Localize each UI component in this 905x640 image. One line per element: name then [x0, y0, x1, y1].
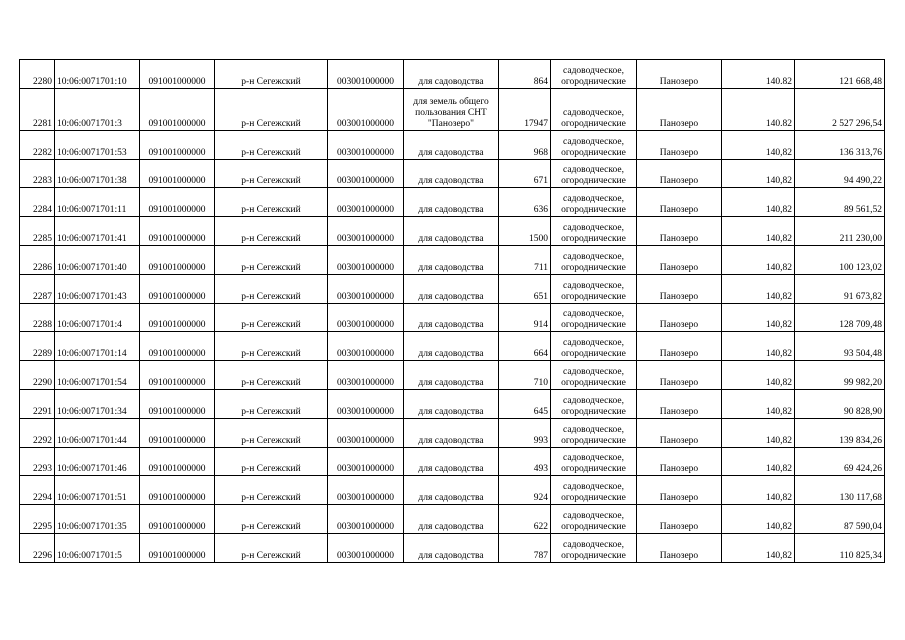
okato-code-cell: 091001000000 — [140, 303, 215, 332]
cadastral-value-cell: 89 561,52 — [795, 188, 885, 217]
rate-cell: 140,82 — [722, 476, 795, 505]
cadastral-value-cell: 211 230,00 — [795, 217, 885, 246]
cadastral-value-cell: 90 828,90 — [795, 389, 885, 418]
permitted-use-cell: для садоводства — [404, 389, 499, 418]
area-cell: 17947 — [499, 88, 551, 130]
table-row — [20, 130, 885, 159]
cadastral-number-cell: 10:06:0071701:46 — [55, 447, 140, 476]
area-cell: 622 — [499, 505, 551, 534]
rate-cell: 140,82 — [722, 303, 795, 332]
rate-cell: 140.82 — [722, 88, 795, 130]
district-cell: р-н Сегежский — [215, 60, 328, 89]
locality-cell: Панозеро — [637, 217, 722, 246]
cadastral-value-cell: 69 424,26 — [795, 447, 885, 476]
okato-code-cell: 091001000000 — [140, 245, 215, 274]
permitted-use-cell: для садоводства — [404, 533, 499, 562]
cadastral-number-cell: 10:06:0071701:43 — [55, 274, 140, 303]
locality-cell: Панозеро — [637, 303, 722, 332]
table-row — [20, 332, 885, 361]
row-number-cell: 2292 — [20, 418, 55, 447]
locality-cell: Панозеро — [637, 505, 722, 534]
permitted-use-cell: для садоводства — [404, 303, 499, 332]
permitted-use-cell: для садоводства — [404, 245, 499, 274]
locality-cell: Панозеро — [637, 274, 722, 303]
table-body — [20, 60, 885, 563]
district-cell: р-н Сегежский — [215, 476, 328, 505]
district-cell: р-н Сегежский — [215, 130, 328, 159]
cadastral-value-cell: 2 527 296,54 — [795, 88, 885, 130]
row-number-cell: 2285 — [20, 217, 55, 246]
oktmo-code-cell: 003001000000 — [328, 60, 404, 89]
row-number-cell: 2294 — [20, 476, 55, 505]
table-row — [20, 361, 885, 390]
district-cell: р-н Сегежский — [215, 447, 328, 476]
oktmo-code-cell: 003001000000 — [328, 88, 404, 130]
category-cell: садоводческое, огороднические — [551, 389, 637, 418]
area-cell: 493 — [499, 447, 551, 476]
okato-code-cell: 091001000000 — [140, 505, 215, 534]
table-row — [20, 447, 885, 476]
table-row — [20, 60, 885, 89]
okato-code-cell: 091001000000 — [140, 332, 215, 361]
locality-cell: Панозеро — [637, 60, 722, 89]
okato-code-cell: 091001000000 — [140, 217, 215, 246]
oktmo-code-cell: 003001000000 — [328, 159, 404, 188]
area-cell: 645 — [499, 389, 551, 418]
category-cell: садоводческое, огороднические — [551, 88, 637, 130]
oktmo-code-cell: 003001000000 — [328, 476, 404, 505]
cadastral-value-cell: 87 590,04 — [795, 505, 885, 534]
cadastral-value-cell: 139 834,26 — [795, 418, 885, 447]
okato-code-cell: 091001000000 — [140, 361, 215, 390]
permitted-use-cell: для садоводства — [404, 188, 499, 217]
locality-cell: Панозеро — [637, 332, 722, 361]
row-number-cell: 2289 — [20, 332, 55, 361]
row-number-cell: 2281 — [20, 88, 55, 130]
rate-cell: 140,82 — [722, 159, 795, 188]
cadastral-value-cell: 93 504,48 — [795, 332, 885, 361]
table-row — [20, 188, 885, 217]
rate-cell: 140,82 — [722, 245, 795, 274]
permitted-use-cell: для садоводства — [404, 418, 499, 447]
table-row — [20, 217, 885, 246]
district-cell: р-н Сегежский — [215, 332, 328, 361]
row-number-cell: 2282 — [20, 130, 55, 159]
rate-cell: 140,82 — [722, 217, 795, 246]
okato-code-cell: 091001000000 — [140, 130, 215, 159]
cadastral-value-cell: 91 673,82 — [795, 274, 885, 303]
table-row — [20, 274, 885, 303]
permitted-use-cell: для садоводства — [404, 217, 499, 246]
area-cell: 710 — [499, 361, 551, 390]
row-number-cell: 2286 — [20, 245, 55, 274]
district-cell: р-н Сегежский — [215, 159, 328, 188]
category-cell: садоводческое, огороднические — [551, 274, 637, 303]
category-cell: садоводческое, огороднические — [551, 245, 637, 274]
locality-cell: Панозеро — [637, 130, 722, 159]
district-cell: р-н Сегежский — [215, 418, 328, 447]
category-cell: садоводческое, огороднические — [551, 361, 637, 390]
table-row — [20, 88, 885, 130]
cadastral-number-cell: 10:06:0071701:44 — [55, 418, 140, 447]
locality-cell: Панозеро — [637, 159, 722, 188]
area-cell: 914 — [499, 303, 551, 332]
row-number-cell: 2284 — [20, 188, 55, 217]
cadastral-value-cell: 110 825,34 — [795, 533, 885, 562]
okato-code-cell: 091001000000 — [140, 274, 215, 303]
rate-cell: 140.82 — [722, 60, 795, 89]
cadastral-value-cell: 128 709,48 — [795, 303, 885, 332]
cadastral-number-cell: 10:06:0071701:10 — [55, 60, 140, 89]
district-cell: р-н Сегежский — [215, 274, 328, 303]
area-cell: 968 — [499, 130, 551, 159]
okato-code-cell: 091001000000 — [140, 533, 215, 562]
oktmo-code-cell: 003001000000 — [328, 389, 404, 418]
rate-cell: 140,82 — [722, 447, 795, 476]
rate-cell: 140,82 — [722, 361, 795, 390]
rate-cell: 140,82 — [722, 505, 795, 534]
cadastral-number-cell: 10:06:0071701:51 — [55, 476, 140, 505]
oktmo-code-cell: 003001000000 — [328, 274, 404, 303]
district-cell: р-н Сегежский — [215, 505, 328, 534]
cadastral-number-cell: 10:06:0071701:54 — [55, 361, 140, 390]
locality-cell: Панозеро — [637, 476, 722, 505]
locality-cell: Панозеро — [637, 389, 722, 418]
land-cadastral-table — [19, 59, 885, 563]
row-number-cell: 2291 — [20, 389, 55, 418]
locality-cell: Панозеро — [637, 447, 722, 476]
rate-cell: 140,82 — [722, 188, 795, 217]
cadastral-number-cell: 10:06:0071701:35 — [55, 505, 140, 534]
table-row — [20, 159, 885, 188]
permitted-use-cell: для садоводства — [404, 130, 499, 159]
category-cell: садоводческое, огороднические — [551, 303, 637, 332]
cadastral-number-cell: 10:06:0071701:5 — [55, 533, 140, 562]
permitted-use-cell: для садоводства — [404, 274, 499, 303]
category-cell: садоводческое, огороднические — [551, 533, 637, 562]
permitted-use-cell: для садоводства — [404, 60, 499, 89]
permitted-use-cell: для садоводства — [404, 361, 499, 390]
area-cell: 636 — [499, 188, 551, 217]
row-number-cell: 2283 — [20, 159, 55, 188]
area-cell: 787 — [499, 533, 551, 562]
rate-cell: 140,82 — [722, 274, 795, 303]
category-cell: садоводческое, огороднические — [551, 188, 637, 217]
area-cell: 864 — [499, 60, 551, 89]
rate-cell: 140,82 — [722, 418, 795, 447]
area-cell: 671 — [499, 159, 551, 188]
permitted-use-cell: для земель общего пользования СНТ "Панозеро" — [404, 88, 499, 130]
district-cell: р-н Сегежский — [215, 217, 328, 246]
locality-cell: Панозеро — [637, 418, 722, 447]
locality-cell: Панозеро — [637, 533, 722, 562]
oktmo-code-cell: 003001000000 — [328, 130, 404, 159]
locality-cell: Панозеро — [637, 361, 722, 390]
okato-code-cell: 091001000000 — [140, 418, 215, 447]
table-row — [20, 245, 885, 274]
row-number-cell: 2293 — [20, 447, 55, 476]
oktmo-code-cell: 003001000000 — [328, 418, 404, 447]
okato-code-cell: 091001000000 — [140, 159, 215, 188]
oktmo-code-cell: 003001000000 — [328, 245, 404, 274]
district-cell: р-н Сегежский — [215, 245, 328, 274]
table-row — [20, 389, 885, 418]
district-cell: р-н Сегежский — [215, 533, 328, 562]
permitted-use-cell: для садоводства — [404, 476, 499, 505]
table-row — [20, 533, 885, 562]
okato-code-cell: 091001000000 — [140, 60, 215, 89]
row-number-cell: 2287 — [20, 274, 55, 303]
oktmo-code-cell: 003001000000 — [328, 188, 404, 217]
category-cell: садоводческое, огороднические — [551, 217, 637, 246]
cadastral-number-cell: 10:06:0071701:38 — [55, 159, 140, 188]
cadastral-number-cell: 10:06:0071701:41 — [55, 217, 140, 246]
area-cell: 651 — [499, 274, 551, 303]
table-row — [20, 505, 885, 534]
oktmo-code-cell: 003001000000 — [328, 505, 404, 534]
oktmo-code-cell: 003001000000 — [328, 361, 404, 390]
category-cell: садоводческое, огороднические — [551, 130, 637, 159]
okato-code-cell: 091001000000 — [140, 88, 215, 130]
okato-code-cell: 091001000000 — [140, 447, 215, 476]
okato-code-cell: 091001000000 — [140, 389, 215, 418]
category-cell: садоводческое, огороднические — [551, 418, 637, 447]
cadastral-number-cell: 10:06:0071701:3 — [55, 88, 140, 130]
table-row — [20, 476, 885, 505]
area-cell: 664 — [499, 332, 551, 361]
district-cell: р-н Сегежский — [215, 88, 328, 130]
cadastral-value-cell: 99 982,20 — [795, 361, 885, 390]
category-cell: садоводческое, огороднические — [551, 332, 637, 361]
okato-code-cell: 091001000000 — [140, 476, 215, 505]
cadastral-value-cell: 100 123,02 — [795, 245, 885, 274]
permitted-use-cell: для садоводства — [404, 332, 499, 361]
cadastral-number-cell: 10:06:0071701:14 — [55, 332, 140, 361]
locality-cell: Панозеро — [637, 245, 722, 274]
area-cell: 993 — [499, 418, 551, 447]
locality-cell: Панозеро — [637, 88, 722, 130]
table-row — [20, 303, 885, 332]
table-row — [20, 418, 885, 447]
area-cell: 1500 — [499, 217, 551, 246]
category-cell: садоводческое, огороднические — [551, 476, 637, 505]
district-cell: р-н Сегежский — [215, 188, 328, 217]
rate-cell: 140,82 — [722, 332, 795, 361]
district-cell: р-н Сегежский — [215, 361, 328, 390]
cadastral-number-cell: 10:06:0071701:34 — [55, 389, 140, 418]
cadastral-value-cell: 136 313,76 — [795, 130, 885, 159]
cadastral-value-cell: 121 668,48 — [795, 60, 885, 89]
category-cell: садоводческое, огороднические — [551, 447, 637, 476]
permitted-use-cell: для садоводства — [404, 447, 499, 476]
oktmo-code-cell: 003001000000 — [328, 332, 404, 361]
category-cell: садоводческое, огороднические — [551, 159, 637, 188]
cadastral-number-cell: 10:06:0071701:11 — [55, 188, 140, 217]
area-cell: 711 — [499, 245, 551, 274]
permitted-use-cell: для садоводства — [404, 505, 499, 534]
oktmo-code-cell: 003001000000 — [328, 303, 404, 332]
okato-code-cell: 091001000000 — [140, 188, 215, 217]
oktmo-code-cell: 003001000000 — [328, 533, 404, 562]
cadastral-value-cell: 94 490,22 — [795, 159, 885, 188]
row-number-cell: 2280 — [20, 60, 55, 89]
cadastral-number-cell: 10:06:0071701:40 — [55, 245, 140, 274]
permitted-use-cell: для садоводства — [404, 159, 499, 188]
rate-cell: 140,82 — [722, 533, 795, 562]
cadastral-number-cell: 10:06:0071701:53 — [55, 130, 140, 159]
oktmo-code-cell: 003001000000 — [328, 447, 404, 476]
row-number-cell: 2296 — [20, 533, 55, 562]
cadastral-number-cell: 10:06:0071701:4 — [55, 303, 140, 332]
row-number-cell: 2295 — [20, 505, 55, 534]
district-cell: р-н Сегежский — [215, 303, 328, 332]
oktmo-code-cell: 003001000000 — [328, 217, 404, 246]
rate-cell: 140,82 — [722, 389, 795, 418]
category-cell: садоводческое, огороднические — [551, 60, 637, 89]
row-number-cell: 2288 — [20, 303, 55, 332]
district-cell: р-н Сегежский — [215, 389, 328, 418]
category-cell: садоводческое, огороднические — [551, 505, 637, 534]
locality-cell: Панозеро — [637, 188, 722, 217]
row-number-cell: 2290 — [20, 361, 55, 390]
rate-cell: 140,82 — [722, 130, 795, 159]
area-cell: 924 — [499, 476, 551, 505]
cadastral-value-cell: 130 117,68 — [795, 476, 885, 505]
